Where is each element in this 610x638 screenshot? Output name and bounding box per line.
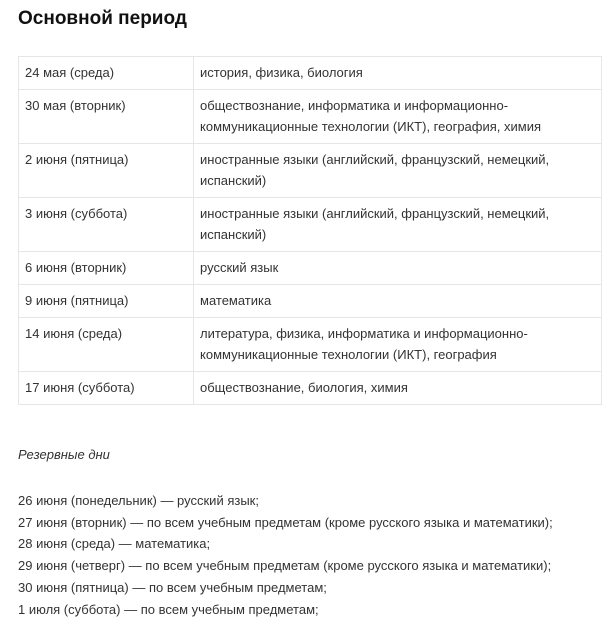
- subjects-cell: математика: [194, 285, 602, 318]
- page-title: Основной период: [18, 8, 187, 29]
- reserve-days-title: Резервные дни: [18, 447, 110, 462]
- table-row: [19, 198, 602, 252]
- date-cell: 17 июня (суббота): [19, 372, 194, 405]
- date-cell: 6 июня (вторник): [19, 252, 194, 285]
- subjects-cell: иностранные языки (английский, французский, немецкий, испанский): [194, 144, 602, 198]
- table-row: [19, 318, 602, 372]
- list-item: 28 июня (среда) — математика;: [18, 536, 211, 552]
- schedule-table: [18, 56, 602, 405]
- subjects-cell: русский язык: [194, 252, 602, 285]
- subjects-cell: история, физика, биология: [194, 57, 602, 90]
- list-item: 30 июня (пятница) — по всем учебным предметам;: [18, 579, 327, 595]
- date-cell: 3 июня (суббота): [19, 198, 194, 252]
- subjects-cell: иностранные языки (английский, французский, немецкий, испанский): [194, 198, 602, 252]
- list-item: 1 июля (суббота) — по всем учебным предметам;: [18, 601, 319, 617]
- date-cell: 2 июня (пятница): [19, 144, 194, 198]
- date-cell: 9 июня (пятница): [19, 285, 194, 318]
- list-item: 26 июня (понедельник) — русский язык;: [18, 493, 259, 508]
- list-item: 29 июня (четверг) — по всем учебным предметам (кроме русского языка и математики);: [18, 558, 552, 574]
- list-item: 27 июня (вторник) — по всем учебным предметам (кроме русского языка и математики);: [18, 514, 553, 530]
- subjects-cell: обществознание, информатика и информационно-коммуникационные технологии (ИКТ), география, химия: [194, 90, 602, 144]
- table-row: [19, 285, 602, 318]
- table-row: [19, 90, 602, 144]
- subjects-cell: литература, физика, информатика и информационно-коммуникационные технологии (ИКТ), география: [194, 318, 602, 372]
- date-cell: 30 мая (вторник): [19, 90, 194, 144]
- reserve-days-section: [18, 446, 602, 620]
- date-cell: 24 мая (среда): [19, 57, 194, 90]
- table-row: [19, 252, 602, 285]
- table-row: [19, 57, 602, 90]
- date-cell: 14 июня (среда): [19, 318, 194, 372]
- reserve-days-list: [18, 490, 602, 620]
- subjects-cell: обществознание, биология, химия: [194, 372, 602, 405]
- table-row: [19, 372, 602, 405]
- table-row: [19, 144, 602, 198]
